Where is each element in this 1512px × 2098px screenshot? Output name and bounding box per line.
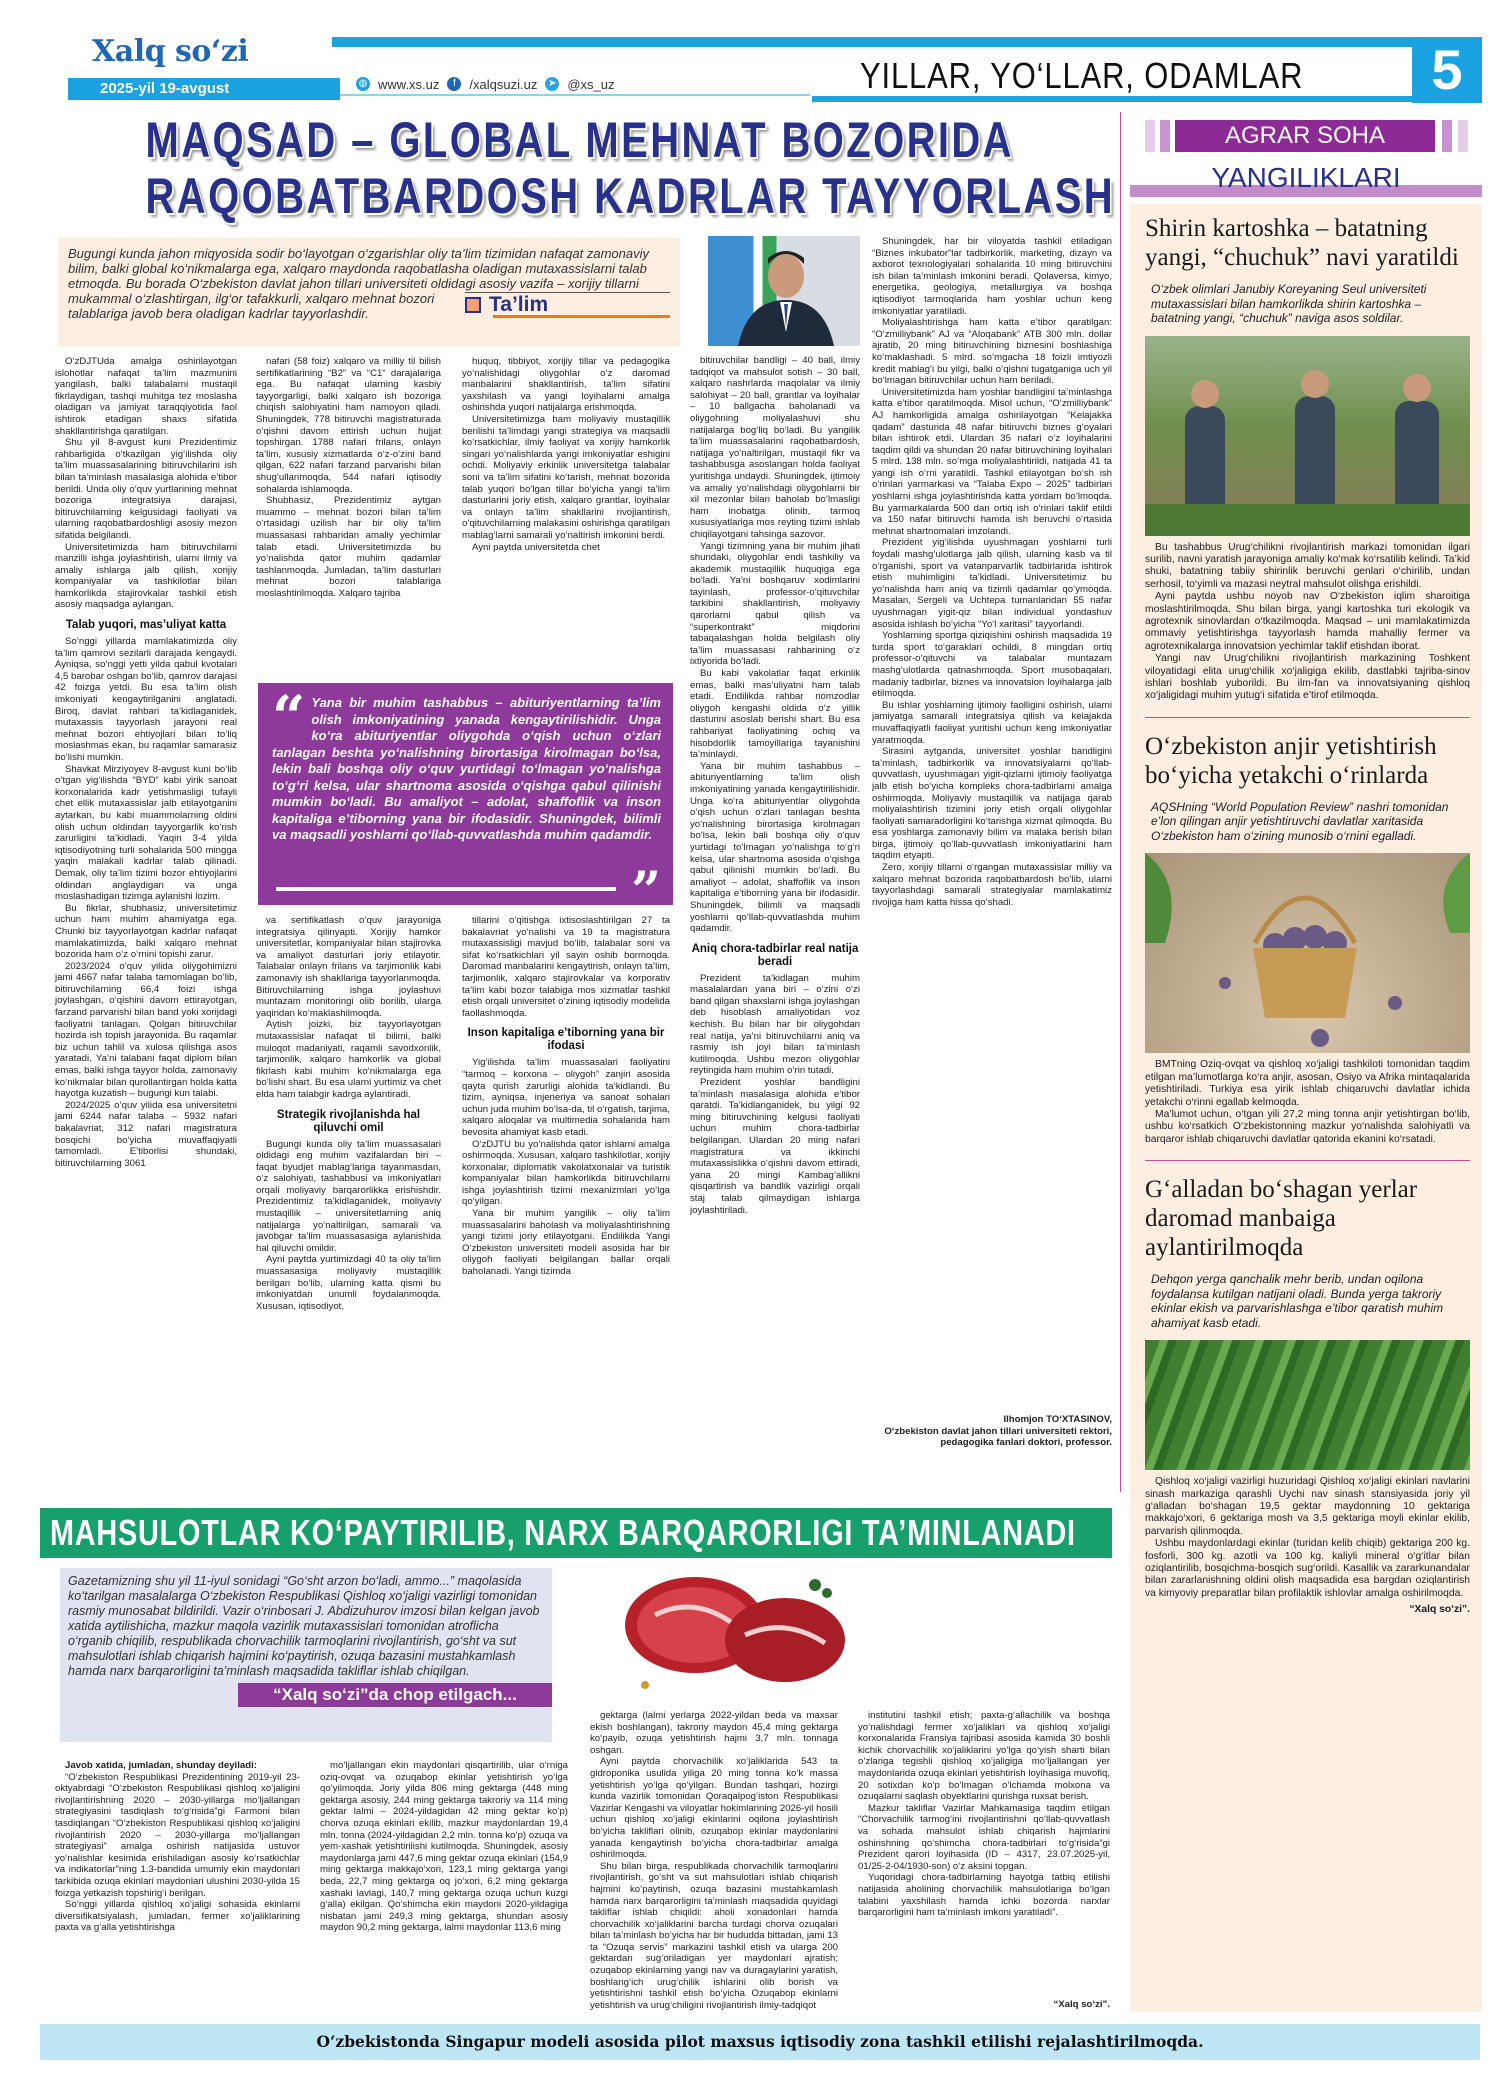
sidebar-content — [1130, 204, 1482, 2012]
main-column-1 — [55, 356, 237, 1471]
paragraph: Sirasini aytganda, universitet yoshlar bandligini ta’minlash, tadbirkorlik va innovatsiyalarni qo‘llab-quvvatlash, uyushmagan yigit-qizlarni ijtimoiy faoliyatga jalb etish bo‘yicha kompleks chora-tadbirlarni amalga oshirmoqda. Moliyaviy mustaqillik va natijaga qarab moliyalashtirish tizimini joriy etish orqali oliygohlar faoliyati samaradorligini ko‘tarishga xizmat qilmoqda. Bu esa yoshlarga zamonaviy bilim va malaka berish bilan birga, ijtimoiy qo‘llab-quvvatlash imkoniyatlarini ham taqdim etyapti. — [872, 746, 1112, 862]
second-column-2 — [320, 1760, 568, 2013]
column-divider — [1120, 112, 1121, 1492]
paragraph: Yoshlarning sportga qiziqishini oshirish maqsadida 19 turda sport to‘garaklari ochildi, 8 mingdan ortiq professor-o‘qituvchi va talabalar muntazam mashg‘ulotlarda qatnashmoqda. Sport musobaqalari, madaniy tadbirlar, biznes va innovatsion loyihalarga jalb etilmoqda. — [872, 630, 1112, 700]
second-column-1-body — [55, 1772, 300, 1934]
sidebar-agrar — [1130, 112, 1482, 2012]
paragraph: bitiruvchilar bandligi – 40 ball, ilmiy tadqiqot va mahsulot sotish – 30 ball, xalqaro nashrlarda maqolalar va ilmiy salohiyat – 20 ball, grantlar va loyihalar – 10 ballgacha baholanadi va oliygohning moliyalashuvi shu natijalarga bog‘liq bo‘ladi. Bu yangilik ta’lim muassasalarini raqobatbardosh, natijaga yo‘naltirilgan, mustaqil fikr va tashabbusga asoslangan holda faoliyat yuritishga undaydi. Shuningdek, ijtimoiy va amaliy yo‘nalishdagi oliygohlarni bir xil mezonlar bilan baholab bo‘lmasligi ham inobatga olinib, tarmoq xususiyatlariga mos reyting tizimi ishlab chiqilayotgani tahsinga sazovor. — [690, 355, 860, 540]
paragraph: Universitetimizda ham yoshlar bandligini ta’minlashga katta e’tibor qaratilmoqda. Misol uchun, “O‘zmilliybank” AJ hamkorligida amalga oshirilayotgan “Kelajakka qadam” dasturida 48 nafar bitiruvchi biznes g‘oyalari bilan ishtirok etdi. Ulardan 35 nafari o‘z loyihalarini taqdim qildi va shundan 20 nafar bitiruvchining loyihalari 5 mlrd. 138 mln. so‘mga moliyalashtirildi, natijada 41 ta yangi ish o‘rni yaratildi. Tashkil etilayotgan bo‘sh ish o‘rinlari yarmarkasi va “Talaba Expo – 2025” tadbirlari yoshlarni ishga joylashtirishda katta yordam bo‘lmoqda. Bu yarmarkalarda 500 dan ortiq ish o‘rinlari taklif etildi va 150 nafar bitiruvchi hamda ish beruvchi o‘rtasida mehnat shartnomalari imzolandi. — [872, 386, 1112, 537]
paragraph: Zero, xorijiy tillarni o‘rgangan mutaxassislar milliy va xalqaro mehnat bozorida raqobatbardosh bo‘lib, ularni tayyorlashdagi samarali strategiyalar mamlakatimiz rivojiga ham katta hissa qo‘shadi. — [872, 862, 1112, 908]
crop-field-photo — [1145, 1340, 1470, 1470]
facebook-icon: f — [447, 77, 461, 91]
article-lead — [58, 238, 680, 346]
sidebar-body-3 — [1145, 1476, 1470, 1600]
paragraph: Shavkat Mirziyoyev 8-avgust kuni bo‘lib o‘tgan yig‘ilishda “BYD” kabi yirik sanoat korxonalarida kadr yetishmasligi tufayli chet ellik mutaxassislar jalb etilayotganini aytarkan, bu kabi muammolarning oldini olish uchun oldindan tayyorgarlik ko‘rish zarurligini ta’kidladi. Yaqin 3-4 yilda iqtisodiyotning turli sohalarida 500 mingga yaqin malakali kadrlar talab qilinadi. Demak, oliy ta’lim tizimi bozor ehtiyojlarini oldindan anglaydigan va unga moslashadigan tizimga aylanishi lozim. — [55, 763, 237, 903]
potato-field-photo — [1145, 336, 1470, 536]
telegram-link[interactable]: @xs_uz — [567, 76, 615, 92]
paragraph: O‘zDJTU bu yo‘nalishda qator ishlarni amalga oshirmoqda. Xususan, xalqaro tashkilotlar, xorijiy korxonalar, diplomatik vakolatxonalar va turistik kompaniyalar bilan hamkorlikda bitiruvchilarni ishga joylashtirish tizimi mexanizmlari yo‘lga qo‘yilgan. — [462, 1138, 670, 1208]
rubric-chop-etilgach: “Xalq so‘zi”da chop etilgach... — [238, 1683, 552, 1707]
paragraph: va sertifikatlash o‘quv jarayoniga integratsiya qilinyapti. Xorijiy hamkor universitetlar, kompaniyalar bilan stajirovka va amaliyot dasturlari joriy etilayotir. Talabalar onlayn frilans va tarjimonlik kabi zamonaviy ish shakllariga tayyorlanmoqda. Bitiruvchilarning ishga joylashuvi muntazam monitoringi olib borilib, ularga yaqindan ko‘maklashilmoqda. — [256, 915, 441, 1019]
second-article-lead — [60, 1568, 552, 1742]
main-column-5 — [872, 236, 1112, 1408]
paragraph: Bu kabi vakolatlar faqat erkinlik emas, balki mas’uliyatni ham talab etadi. Endilikda rahbar nomzodlar oliygoh kengashi oldida o‘z yillik dasturini asoslab berishi shart. Bu esa rahbariyat faoliyatining ochiq va hisobdorlik tamoyillariga tayanishini ta’minlaydi. — [690, 668, 860, 761]
people-in-field — [1145, 336, 1470, 536]
stripe — [1442, 120, 1452, 152]
paragraph: Ayni paytda ushbu noyob nav O‘zbekiston iqlim sharoitiga moslashtirilmoqda. Shu bilan birga, yangi kartoshka turi ekologik va agrotexnik sinovlardan o‘tkazilmoqda. Maqsad – uni mamlakatimizda ommaviy yetishtirishga tayyorlash hamda mahalliy fermer va agrotexnikalarga innovatsion yechimlar taklif etishdan iborat. — [1145, 591, 1470, 652]
lead-text: Gazetamizning shu yil 11-iyul sonidagi “Go‘sht arzon bo‘ladi, ammo...” maqolasida ko‘tarilgan masalalarga O‘zbekiston Respublikasi Qishloq xo‘jaligi vazirligi tomonidan rasmiy munosabat bildirildi. Vazir o‘rinbosari J. Abdizuhurov imzosi bilan kelgan javob xatida aytilishicha, mazkur maqola vazirlik mutaxassislari tomonidan atroflicha o‘rganib chiqilib, respublikada chorvachilik tarmoqlarini rivojlantirish, go‘sht va sut mahsulotlari ishlab chiqarish hajmini ko‘paytirish, ozuqa bazasini mustahkamlash hamda narx barqarorligini ta’minlash maqsadida takliflar ishlab chiqilgan. — [68, 1574, 540, 1678]
paragraph: Mazkur takliflar Vazirlar Mahkamasiga taqdim etilgan “Chorvachilik tarmog‘ini rivojlantirishni qo‘llab-quvvatlash va sohada mahsulot ishlab chiqarish hajmlarini oshirishning qo‘shimcha chora-tadbirlari to‘g‘risida”gi Prezident qarori loyihasida (ID – 4317, 23.07.2025-yil, 01/25-2-04/1930-son) o‘z aksini topgan. — [858, 1802, 1110, 1872]
paragraph: Shu yil 8-avgust kuni Prezidentimiz rahbarligida o‘tkazilgan yig‘ilishda oliy ta’lim muassasalarining bitiruvchilarini ish bilan ta’minlash masalasiga alohida e’tibor berildi. Unda oliy o‘quv yurtlarining mehnat bozoriga integratsiya darajasi, bitiruvchilarning kelgusidagi faoliyati va ularning raqobatbardoshligi asosiy mezon sifatida belgilandi. — [55, 437, 237, 541]
stripe — [1145, 120, 1155, 152]
sidebar-headline-2: O‘zbekiston anjir yetishtirish bo‘yicha yetakchi o‘rinlarda — [1145, 732, 1437, 789]
paragraph: 2024/2025 o‘quv yilida esa universitetni jami 6244 nafar talaba – 5932 nafari bakalavriat, 312 nafari magistratura bosqichi bo‘yicha muvaffaqiyatli tamomladi. E’tiborlisi shundaki, bitiruvchilarning 3061 — [55, 1099, 237, 1169]
sidebar-lead-1: O‘zbek olimlari Janubiy Koreyaning Seul universiteti mutaxassislari bilan hamkorlikda shirin kartoshka – batatning yangi, “chuchuk” naviga asos soldilar. — [1151, 282, 1427, 325]
section-title: YILLAR, YO‘LLAR, ODAMLAR — [860, 55, 1304, 96]
pull-quote — [258, 683, 673, 922]
second-headline-banner — [40, 1508, 1112, 1558]
paragraph: mo‘ljallangan ekin maydonlari qisqartirilib, ular o‘rniga oziq-ovqat va ozuqabop ekinlar yetishtirish yo‘lga qo‘yilmoqda. Joriy yilda 806 ming gektarga (448 ming gektarga asosiy, 244 ming gektarga takroriy va 114 ming gektar lalmi – 2024-yildagidan 42 ming gektar ko‘p) chorva ozuqa ekinlari ekilib, mazkur maydonlardan 19,4 mln. tonna (2024-yildagidan 2,2 mln. tonna ko‘p) ozuqa va yem-xashak yetishtirilishi kutilmoqda. Shuningdek, asosiy maydonlarga jami 447,6 ming gektar ozuqa ekinlari (154,9 ming gektarga makkajo‘xori, 123,1 ming gektarga yangi beda, 22,7 ming gektarga oq jo‘xori, 6,2 ming gektarga xashaki lavlagi, 140,7 ming gektarga ozuqa uchun kuzgi g‘alla) ekilgan. Qo‘shimcha ekin maydoni 2020-yildagiga nisbatan jami 249,3 ming gektarga, shundan asosiy maydon 90,2 ming gektarga, lalmi maydonlar 113,6 ming — [320, 1760, 568, 1934]
rubric-yangiliklari: YANGILIKLARI — [1211, 162, 1401, 193]
globe-icon: ◍ — [356, 77, 370, 91]
subheading: Strategik rivojlanishda hal qiluvchi omil — [276, 1108, 421, 1134]
paragraph: Ushbu maydonlardagi ekinlar (turidan kelib chiqib) gektariga 200 kg. fosforli, 300 kg. azotli va 100 kg. kaliyli mineral o‘g‘itlar bilan oziqlantirilib, bosqichma-bosqich sug‘orildi. Kasallik va zararkunandalar bilan zararlanishning oldini olish maqsadida esa bargdan oziqlantirish va kimyoviy preparatlar bilan profilaktik ishlovlar amalga oshirilmoqda. — [1145, 1538, 1470, 1599]
main-column-2-bottom — [256, 915, 441, 1473]
rubric-talim — [465, 292, 670, 318]
paragraph: “O‘zbekiston Respublikasi Prezidentining 2019-yil 23-oktyabrdagi “O‘zbekiston Respublikasi qishloq xo‘jaligini rivojlantirishning 2020 – 2030-yillarga mo‘ljallangan strategiyasini tasdiqlash to‘g‘risida”gi Farmoni bilan tasdiqlangan “O‘zbekiston Respublikasi qishloq xo‘jaligini rivojlantirish 2020 – 2030-yillarga mo‘ljallangan strategiyasi” amalga oshirish natijasida ustuvor yo‘nalishlar kesimida erishiladigan asosiy ko‘rsatkichlar va indikatorlar”ning 1.3-bandida umumiy ekin maydonlari tarkibida ozuqa ekinlari maydonlari ulushini 2030-yilda 15 foizga yetkazish topshirig‘i berilgan. — [55, 1771, 300, 1899]
open-quote-icon: “ — [272, 683, 306, 751]
stripe — [1160, 120, 1170, 152]
main-column-2-top — [256, 356, 441, 676]
headline-line-1: MAQSAD – GLOBAL MEHNAT BOZORIDA — [145, 112, 1014, 168]
issue-date: 2025-yil 19-avgust — [68, 78, 340, 100]
page-number: 5 — [1412, 37, 1482, 103]
subheading: Aniq chora-tadbirlar real natija beradi — [691, 942, 859, 968]
sidebar-lead-3: Dehqon yerga qanchalik mehr berib, undan oqilona foydalansa kutilgan natijani oladi. Bunda yerga takroriy ekinlar ekish va parvarishlashga e’tibor qaratish muhim ahamiyat kasb etadi. — [1151, 1272, 1444, 1330]
paragraph: institutini tashkil etish; paxta-g‘allachilik va boshqa yo‘nalishdagi fermer xo‘jaliklari va qishloq xo‘jaligi korxonalarida Fransiya tajribasi asosida kamida 30 boshli kichik chorvachilik xo‘jaliklarini yo‘lga qo‘yish sharti bilan o‘zlariga tegishli qishloq xo‘jaligiga mo‘ljallangan yer maydonlarida ozuqa ekinlari yetishtirish loyihasiga muvofiq, 20 sotixdan ko‘p bo‘lmagan o‘lchamda molxona va ozuqalarni saqlash obyektlarini qurishga ruxsat berish. — [858, 1710, 1110, 1803]
meat-illustration — [615, 1545, 855, 1705]
paragraph: gektarga (lalmi yerlarga 2022-yildan beda va maxsar ekish boshlangan), takroriy maydon 45,4 ming gektarga ko‘payib, ozuqa yetishtirish hajmi 3,7 mln. tonnaga oshgan. — [590, 1710, 838, 1756]
paragraph: Ayni paytda chorvachilik xo‘jaliklarida 543 ta gidroponika usulida yiliga 20 ming tonna ko‘k massa yetishtirish yo‘lga qo‘yilgan. Bundan tashqari, hozirgi kunda vazirlik tomonidan Qoraqalpog‘iston Respublikasi Vazirlar Kengashi va viloyatlar hokimlarining 2026-yil hosili uchun qishloq xo‘jaligi ekinlarini oqilona joylashtirish bo‘yicha takliflari olinib, ozuqabop ekinlar maydonlarini yanada kengaytirish bo‘yicha chora-tadbirlar amalga oshirilmoqda. — [590, 1756, 838, 1861]
fig-basket-photo — [1145, 853, 1470, 1053]
sidebar-headline-1: Shirin kartoshka – batatning yangi, “chuchuk” navi yaratildi — [1145, 215, 1459, 271]
stripe — [1458, 120, 1468, 152]
paragraph: 2023/2024 o‘quv yilida oliygohimizni jami 4667 nafar talaba tamomlagan bo‘lib, bitiruvchilarning 66,4 foizi ishga joylashgan, o‘qishini davom ettirayotgan, farzand parvarishi bilan band yoki xorijdagi faoliyatni tanlagan. Qolgan bitiruvchilar hozirda ish topish jarayonida. Bu raqamlar biz uchun tahlil va xulosa qilishga asos yaratadi. Ya’ni talabani faqat diplom bilan emas, balki ishga tayyor holda, zamonaviy ko‘nikmalar bilan qurollantirgan holda katta hayotga kuzatish – bugungi kun talabi. — [55, 960, 237, 1100]
paragraph: Yangi tizimning yana bir muhim jihati shundaki, oliygohlar endi tashkiliy va akademik mustaqillik huquqiga ega bo‘ladi. Ya’ni boshqaruv xodimlarini tayinlash, professor-o‘qituvchilar tarkibini shakllantirish, moliyaviy qarorlarni qabul qilish va “superkontrakt” miqdorini tabaqalashgan holda belgilash oliy ta’lim muassasasi rahbarining o‘z ixtiyorida bo‘ladi. — [690, 540, 860, 668]
second-signature: “Xalq so‘zi”. — [1053, 1999, 1110, 2010]
main-column-3-top — [462, 356, 670, 676]
second-column-3 — [590, 1710, 838, 2013]
header-underline — [812, 96, 1412, 102]
paragraph: Ayni paytda yurtimizdagi 40 ta oliy ta’lim muassasasiga moliyaviy mustaqillik berilgan bo‘lib, ularning katta qismi bu imkoniyatdan unumli foydalanmoqda. Xususan, iqtisodiyot, — [256, 1254, 441, 1312]
paragraph: Shu bilan birga, respublikada chorvachilik tarmoqlarini rivojlantirish, go‘sht va sut mahsulotlari ishlab chiqarish hajmini ko‘paytirish, ozuqa bazasini mustahkamlash hamda narx barqarorligini ta’minlash maqsadida quyidagi takliflar ishlab chiqildi: aholi xonadonlari hamda chorvachilik xo‘jaliklarini barcha turdagi chorva ozuqalari bilan ta’minlash bo‘yicha har bir hududda bittadan, jami 13 ta “Ozuqa servis” markazini tashkil etish va ularga 200 gektardan sug‘oriladigan yer maydonlari ajratish; ozuqabop ekinlarning yangi nav va duragaylarini yaratish, boshlang‘ich urug‘chilik ishlarini olib borish va yetishtirishni tashkil etish bo‘yicha Ozuqabop ekinlarni yetishtirish va urug‘chiligini rivojlantirish ilmiy-tadqiqot — [590, 1860, 838, 2011]
paragraph: Yig‘ilishda ta’lim muassasalari faoliyatini “tarmoq – korxona – oliygoh” zanjiri asosida qayta qurish zarurligi alohida ta’kidlandi. Bu tizim, ayniqsa, injeneriya va sanoat sohalari uchun juda muhim bo‘lsa-da, til o‘rgatish, tarjima, xalqaro aloqalar va multimedia sohalarida ham bevosita ahamiyat kasb etadi. — [462, 1057, 670, 1138]
meat-photo — [615, 1545, 855, 1705]
headline-line-2: RAQOBATBARDOSH KADRLAR TAYYORLASH — [145, 168, 1116, 224]
sidebar-signature: “Xalq so‘zi”. — [1409, 1604, 1470, 1616]
close-quote-icon: ” — [631, 861, 661, 922]
sidebar-lead-2: AQSHning “World Population Review” nashri tomonidan e’lon qilingan anjir yetishtiruvchi davlatlar xaritasida O‘zbekiston ham o‘zining munosib o‘rnini egalladi. — [1151, 799, 1449, 843]
paragraph: huquq, tibbiyot, xorijiy tillar va pedagogika yo‘nalishidagi oliygohlar o‘z daromad manbalarini shakllantirish, ta’lim sifatini yaxshilash va yangi loyihalarni amalga oshirishda yuqori natijalarga erishmoqda. — [462, 356, 670, 414]
intro-line: Javob xatida, jumladan, shunday deyiladi: — [65, 1760, 257, 1771]
paragraph: Yana bir muhim tashabbus – abituriyentlarning ta’lim olish imkoniyatining yanada kengaytirilishidir. Unga ko‘ra abituriyentlar oliygohda o‘qish uchun o‘zlari tanlagan beshta yo‘nalishning birortasiga kirolmagan bo‘lsa, lekin bali boshqa oliy o‘quv yurtidagi to‘lmagan yo‘nalishga to‘g‘ri kelsa, ular shartnoma asosida o‘qishga qabul qilinishi mumkin bo‘ladi. Bu amaliyot – adolat, shaffoflik va inson kapitaliga e’tiborning yana bir ifodasidir. Shuningdek, bilimli va maqsadli yoshlarni qo‘llab-quvvatlashda muhim qadamdir. — [690, 760, 860, 935]
main-column-4 — [690, 355, 860, 1473]
paragraph: So‘nggi yillarda mamlakatimizda oliy ta’lim qamrovi sezilarli darajada kengaydi. Ayniqsa, so‘nggi yetti yilda qabul kvotalari 4,5 barobar oshgan bo‘lib, qamrov darajasi 42 foizga yetdi. Bu esa ta’lim olish imkoniyati kengaytirilganini anglatadi. Biroq, davlat rahbari ta’kidlaganidek, mutaxassis tayyorlash jarayoni real mehnat bozori ehtiyojlari bilan to‘liq moslashmas ekan, bu raqamlar samarasiz bo‘lishi mumkin. — [55, 636, 237, 763]
rubric-agrar-soha: AGRAR SOHA — [1175, 120, 1435, 152]
paragraph: Moliyalashtirishga ham katta e’tibor qaratilgan: “O‘zmilliybank” AJ va “Aloqabank” ATB 300 mln. dollar ajratib, 20 ming bitiruvchining biznesini boshlashiga ko‘maklashadi. 5 mlrd. so‘mgacha 18 foizli imtiyozli kredit mablag‘i bu yilgi, balki o‘qishni tugatganiga uch yil bo‘lmagan bitiruvchilar uchun ham beriladi. — [872, 317, 1112, 387]
author-title: O‘zbekiston davlat jahon tillari universiteti rektori, pedagogika fanlari doktori, professor. — [884, 1425, 1112, 1449]
sidebar-body-2 — [1145, 1059, 1470, 1146]
paragraph: Shubhasiz, Prezidentimiz aytgan muammo – mehnat bozori bilan ta’lim o‘rtasidagi uzilish har bir oliy ta’lim muassasasi rahbaridan amaliy yechimlar talab etadi. Universitetimizda bu yo‘nalishda qator muhim qadamlar tashlanmoqda. Jumladan, ta’lim dasturlari mehnat bozori talablariga moslashtirilmoqda. Xalqaro tajriba — [256, 495, 441, 599]
top-blue-bar — [332, 37, 1412, 47]
basket-illustration — [1145, 853, 1470, 1053]
paragraph: Universitetimizga ham moliyaviy mustaqillik berilishi ta’limdagi yangi strategiya va maqsadli ko‘rsatkichlar, ilmiy faoliyat va xorijiy hamkorlik singari yo‘nalishlarda yangi imkoniyatlar eshigini ochdi. Moliyaviy erkinlik universitetga talabalar soni va ta’lim sifatini ko‘tarish, mehnat bozorida talab yuqori bo‘lgan tillar bo‘yicha yangi ta’lim dasturlarini joriy etish, xalqaro grantlar, loyihalar va onlayn ta’lim shakllarini rivojlantirish, o‘qituvchilarning malakasini oshirishga qaratilgan mablag‘larni samarali yo‘naltirish imkonini berdi. — [462, 413, 670, 541]
paragraph: Aytish joizki, biz tayyorlayotgan mutaxassislar nafaqat til bilimi, balki muloqot madaniyati, raqamli savodxonlik, tarjimonlik, xalqaro hamkorlik va global fikrlash kabi muhim ko‘nikmalarga ega bo‘lishi shart. Bu esa ularni yurtimiz va chet elda ham talabgir kadrga aylantiradi. — [256, 1019, 441, 1100]
paragraph: Bu ishlar yoshlarning ijtimoiy faolligini oshirish, ularni jamiyatga samarali integratsiya qilish va kelajakda muvaffaqiyatli faoliyat yuritishi uchun keng imkoniyatlar yaratmoqda. — [872, 699, 1112, 746]
paragraph: Yuqoridagi chora-tadbirlarning hayotga tatbiq etilishi natijasida aholining chorvachilik mahsulotlariga bo‘lgan talabini yaxshilash hamda ichki bozorda narxlar barqarorligini ham ta’minlash imkoni yaratiladi”. — [858, 1872, 1110, 1919]
divider — [1145, 1160, 1470, 1161]
quote-rule — [276, 887, 616, 891]
main-column-3-bottom — [462, 915, 670, 1473]
paragraph: O‘zDJTUda amalga oshirilayotgan islohotlar nafaqat ta’lim mazmunini yangilash, balki talabalarni mustaqil fikrlaydigan, tashqi muhitga tez moslasha oladigan va jamiyat taraqqiyotida faol ishtirok etadigan shaxs sifatida shakllantirishga qaratilgan. — [55, 356, 237, 437]
paragraph: Prezident ta’kidlagan muhim masalalardan yana biri – o‘zini o‘zi band qilgan shaxslarni ishga joylashgan deb hisoblash amaliyotidan voz kechish. Bu bilan har bir oliygohdan real natija, ya’ni bitiruvchilarni aniq va rasmiy ish joyi bilan ta’minlash kutilmoqda. Ushbu mezon oliygohlar reytingida ham muhim o‘rin tutadi. — [690, 972, 860, 1077]
pull-quote-text: Yana bir muhim tashabbus – abituriyentlarning ta’lim olish imkoniyatining yanada kengaytirilishidir. Unga ko‘ra abituriyentlar oliygohda o‘qish uchun o‘zlari tanlagan beshta yo‘nalishning birortasiga kirolmagan bo‘lsa, lekin bali boshqa oliy o‘quv yurtidagi to‘lmagan yo‘nalishga to‘g‘ri kelsa, ular shartnoma asosida o‘qishga qabul qilinishi mumkin bo‘ladi. Bu amaliyot – adolat, shaffoflik va inson kapitaliga e’tiborning yana bir ifodasidir. Shuningdek, bilimli va maqsadli yoshlarni qo‘llab-quvvatlashda muhim qadamdir. — [272, 695, 661, 842]
paragraph: Bu fikrlar, shubhasiz, universitetimiz uchun ham muhim ahamiyatga ega. Chunki biz tayyorlayotgan kadrlar nafaqat mamlakatimizda, balki xalqaro mehnat bozorida ham o‘z o‘rnini topishi zarur. — [55, 902, 237, 961]
author-signature — [872, 1414, 1112, 1476]
lead-text: Bugungi kunda jahon miqyosida sodir bo‘layotgan o‘zgarishlar oliy ta’lim tizimidan nafaqat zamonaviy bilim, balki global ko‘nikmalarga ega, xalqaro maydonda raqobatlasha oladigan mutaxassislarni talab etmoqda. Bu borada O‘zbekiston davlat jahon tillari universiteti oldidagi asosiy vazifa – xorijiy tillarni mukammal o‘zlashtirgan, ilg‘or tafakkurli, xalqaro mehnat bozori talablariga javob bera oladigan kadrlar tayyorlashdir. — [68, 246, 649, 321]
paragraph: So‘nggi yillarda qishloq xo‘jaligi sohasida ekinlarni diversifikatsiyalash, jumladan, fermer xo‘jaliklarining paxta va g‘alla yetishtirishga — [55, 1899, 300, 1934]
sidebar-headline-3: G‘alladan bo‘shagan yerlar daromad manbaiga aylantirilmoqda — [1145, 1176, 1418, 1262]
sidebar-body-1 — [1145, 542, 1470, 703]
author-name: Ilhomjon TO‘XTASINOV, — [1003, 1414, 1112, 1425]
divider — [1145, 717, 1470, 718]
subheading: Talab yuqori, mas’uliyat katta — [65, 619, 227, 632]
paragraph: Shuningdek, har bir viloyatda tashkil etiladigan “Biznes inkubator”lar tadbirkorlik, marketing, dizayn va axborot texnologiyalari sohalarida 10 ming bitiruvchini ish bilan ta’minlash imkonini beradi. Qolaversa, kimyo, energetika, geologiya, metallurgiya va boshqa iqtisodiyot tarmoqlarida ham yoshlar uchun keng imkoniyatlar yaratiladi. — [872, 236, 1112, 317]
subheading: Inson kapitaliga e’tiborning yana bir ifodasi — [467, 1027, 665, 1053]
paragraph: tillarini o‘qitishga ixtisoslashtirilgan 27 ta bakalavriat yo‘nalishi va 19 ta magistratura mutaxassisligi mavjud bo‘lib, talabalar soni va sifat ko‘rsatkichlari yil sayin oshib bormoqda. Daromad manbalarini kengaytirish, onlayn ta’lim, tarjimonlik, xalqaro stajirovkalar va korporativ ta’lim kabi bozor talabiga mos xizmatlar tashkil etish orqali universitet o‘zining iqtisodiy modelida faollashmoqda. — [462, 915, 670, 1019]
paragraph: Bugungi kunda oliy ta’lim muassasalari oldidagi eng muhim vazifalardan biri – faqat byudjet mablag‘lariga tayanmasdan, o‘z salohiyati, tashabbusi va imkoniyatlari orqali moliyaviy barqarorlikka erishishdir. Prezidentimiz ta’kidlaganidek, moliyaviy mustaqillik – universitetlarning aniq natijalarga yo‘naltirilgan, samarali va javobgar ta’lim muassasasiga aylanishida hal qiluvchi omildir. — [256, 1138, 441, 1254]
second-column-4 — [858, 1710, 1110, 1996]
portrait-figure — [708, 236, 860, 346]
rubric-label: Ta’lim — [489, 293, 549, 317]
paragraph: Qishloq xo‘jaligi vazirligi huzuridagi Qishloq xo‘jaligi ekinlari navlarini sinash markaziga qarashli Uychi nav sinash stansiyasida joriy yil g‘alladan bo‘shagan 19,5 gektar maydonning 10 gektariga makkajo‘xori, 6 gektariga mosh va 3,5 gektariga moyli ekinlar ekilib, parvarish qilinmoqda. — [1145, 1476, 1470, 1537]
web-links — [340, 74, 810, 96]
paragraph: Prezident yig‘ilishda uyushmagan yoshlarni turli foydali mashg‘ulotlarga jalb qilish, ularning kasb va til o‘rganishi, sport va vatanparvarlik tadbirlarida ishtirok etish muhimligini ta’kidladi. Universitetimiz bu yo‘nalishda ham aniq va tizimli qadamlar qo‘ymoqda. Masalan, Sergeli va Uchtepa tumanlaridan 55 nafar uyushmagan yigit-qiz bilan individual yondashuv asosida ishlash bo‘yicha “Yo‘l xaritasi” tayyorlandi. — [872, 537, 1112, 630]
paragraph: Bu tashabbus Urug‘chilikni rivojlantirish markazi tomonidan ilgari surilib, navni yaratish jarayoniga amaliy ko‘mak ko‘rsatilib kelindi. Ta’kid shuki, batatning tabiiy shirinlik beruvchi genlari o‘chirilib, undan serhosil, to‘yimli va mazasi neytral mahsulot olishga erishildi. — [1145, 541, 1470, 590]
facebook-link[interactable]: /xalqsuzi.uz — [469, 76, 538, 92]
newspaper-logo: Xalq so‘zi — [92, 34, 249, 69]
paragraph: BMTning Oziq-ovqat va qishloq xo‘jaligi tashkiloti tomonidan taqdim etilgan ma’lumotlarga ko‘ra anjir, asosan, Osiyo va Afrika mintaqalarida yetishtiriladi. Turkiya esa yirik ishlab chiqaruvchi davlatlar ichida yetakchi o‘rinni egallab kelmoqda. — [1145, 1059, 1470, 1108]
main-headline — [38, 112, 1116, 228]
square-icon — [465, 297, 481, 313]
website-link[interactable]: www.xs.uz — [378, 76, 440, 92]
footer-news-ticker: O‘zbekistonda Singapur modeli asosida pilot maxsus iqtisodiy zona tashkil etilishi rejalashtirilmoqda. — [40, 2024, 1480, 2060]
paragraph: Yana bir muhim yangilik – oliy ta’lim muassasalarini baholash va moliyalashtirishning yangi tizimi joriy etilayotgani. Endilikda Yangi O‘zbekiston universiteti modeli asosida har bir oliygoh faoliyati belgilangan ballar orqali baholanadi. Yangi tizimda — [462, 1208, 670, 1278]
author-portrait-photo — [708, 236, 860, 346]
paragraph: nafari (58 foiz) xalqaro va milliy til bilish sertifikatlarining “B2” va “C1” darajalariga ega. Bu nafaqat ularning kasbiy tayyorgarligi, balki xalqaro ish bozoriga chiqish salohiyatini ham namoyon qiladi. Shuningdek, 778 bitiruvchi magistraturada o‘qishni davom ettirish uchun hujjat topshirgan. 1788 nafari frilans, onlayn ta’lim, xususiy xizmatlarda o‘z-o‘zini band qilgan, 622 nafari farzand parvarishi bilan shug‘ullanmoqda, 544 nafari iqtisodiy sohalarda ishlamoqda. — [256, 356, 441, 495]
telegram-icon: ➤ — [545, 77, 559, 91]
paragraph: Yangi nav Urug‘chilikni rivojlantirish markazining Toshkent viloyatidagi elita urug‘chilik xo‘jaligiga ekilib, dastlabki tajriba-sinov ishlari boshlab yuborildi. Bu ilm-fan va innovatsiyaning qishloq xo‘jaligidagi muhim yutug‘i sifatida e’tirof etilmoqda. — [1145, 653, 1470, 702]
banner-text: MAHSULOTLAR KO‘PAYTIRILIB, NARX BARQARORLIGI TA’MINLANADI — [50, 1512, 1076, 1553]
paragraph: Ma’lumot uchun, o‘tgan yili 27,2 ming tonna anjir yetishtirgan bo‘lib, ushbu ko‘rsatkich O‘zbekistonning mazkur yo‘nalishda salohiyatli va barqaror ishlab chiqaruvchi davlatlar qatorida ekanini ko‘rsatadi. — [1145, 1108, 1470, 1145]
second-column-1 — [55, 1760, 300, 2013]
paragraph: Universitetimizda ham bitiruvchilarni manzilli ishga joylashtirish, ularni ilmiy va amaliy ishlarga jalb qilish, xorijiy kompaniyalar va tashkilotlar bilan hamkorlikda stajirovkalar tashkil etish asosiy maqsadga aylangan. — [55, 541, 237, 611]
paragraph: Prezident yoshlar bandligini ta’minlash masalasiga alohida e’tibor qaratdi. Ta’kidlanganidek, bu yilgi 92 ming bitiruvchining kelgusi faoliyati uchun muhim chora-tadbirlar belgilangan. Ulardan 20 ming nafari magistratura va ikkinchi mutaxassislikka o‘qishni davom ettiradi, yana 20 mingi Kambag‘allikni qisqartirish va bandlik vazirligi orqali staj talab qilmaydigan ishlarga joylashtiriladi. — [690, 1077, 860, 1216]
paragraph: Ayni paytda universitetda chet — [472, 541, 600, 553]
